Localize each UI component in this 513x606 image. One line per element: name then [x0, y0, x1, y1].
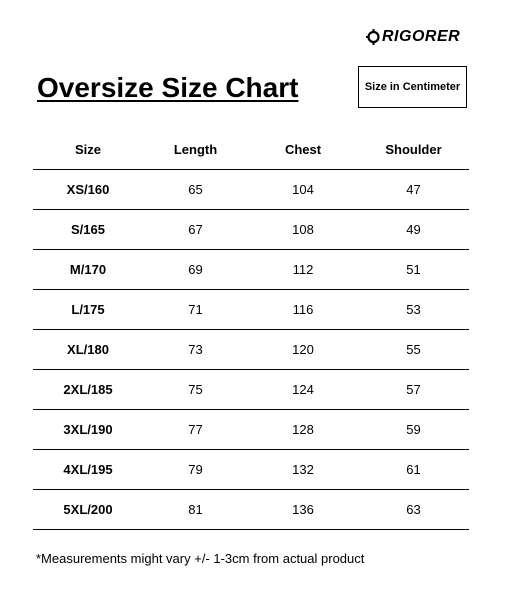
size-cell: XS/160: [66, 182, 110, 197]
shoulder-cell: 53: [406, 302, 421, 317]
chest-cell: 136: [292, 502, 314, 517]
chest-cell: 120: [292, 342, 314, 357]
table-row: [33, 410, 469, 450]
header-shoulder: Shoulder: [385, 142, 442, 157]
table-row: [33, 170, 469, 210]
chest-cell: 108: [292, 222, 314, 237]
measurement-footnote: *Measurements might vary +/- 1-3cm from actual product: [36, 551, 365, 566]
table-row: [33, 370, 469, 410]
length-cell: 65: [188, 182, 203, 197]
page-title: Oversize Size Chart: [37, 72, 299, 103]
shoulder-cell: 63: [406, 502, 421, 517]
size-cell: XL/180: [67, 342, 109, 357]
crosshair-logo-icon: [366, 29, 381, 45]
shoulder-cell: 57: [406, 382, 421, 397]
size-chart-table: [33, 130, 469, 530]
table-row: [33, 290, 469, 330]
chest-cell: 128: [292, 422, 314, 437]
table-row: [33, 250, 469, 290]
shoulder-cell: 61: [406, 462, 421, 477]
brand-logo: [366, 28, 460, 46]
table-row: [33, 450, 469, 490]
chest-cell: 104: [292, 182, 314, 197]
shoulder-cell: 59: [406, 422, 421, 437]
chest-cell: 116: [292, 302, 314, 317]
length-cell: 71: [188, 302, 203, 317]
length-cell: 79: [188, 462, 203, 477]
chest-cell: 124: [292, 382, 314, 397]
size-cell: L/175: [71, 302, 105, 317]
brand-name: RIGORER: [382, 28, 461, 45]
size-cell: 3XL/190: [63, 422, 113, 437]
chest-cell: 112: [292, 262, 314, 277]
shoulder-cell: 49: [406, 222, 421, 237]
size-cell: 4XL/195: [63, 462, 113, 477]
header-size: Size: [74, 142, 101, 157]
table-row: [33, 330, 469, 370]
length-cell: 67: [188, 222, 203, 237]
length-cell: 73: [188, 342, 203, 357]
length-cell: 75: [188, 382, 203, 397]
shoulder-cell: 51: [406, 262, 421, 277]
table-row: [33, 490, 469, 530]
length-cell: 77: [188, 422, 203, 437]
table-header-row: [33, 130, 469, 170]
size-cell: 5XL/200: [63, 502, 113, 517]
header-chest: Chest: [284, 142, 322, 157]
size-cell: S/165: [71, 222, 105, 237]
chest-cell: 132: [292, 462, 314, 477]
length-cell: 81: [188, 502, 203, 517]
header-length: Length: [173, 142, 218, 157]
units-label: Size in Centimeter: [358, 66, 467, 108]
shoulder-cell: 55: [406, 342, 421, 357]
size-cell: M/170: [69, 262, 107, 277]
length-cell: 69: [188, 262, 203, 277]
shoulder-cell: 47: [406, 182, 421, 197]
table-row: [33, 210, 469, 250]
size-cell: 2XL/185: [63, 382, 113, 397]
